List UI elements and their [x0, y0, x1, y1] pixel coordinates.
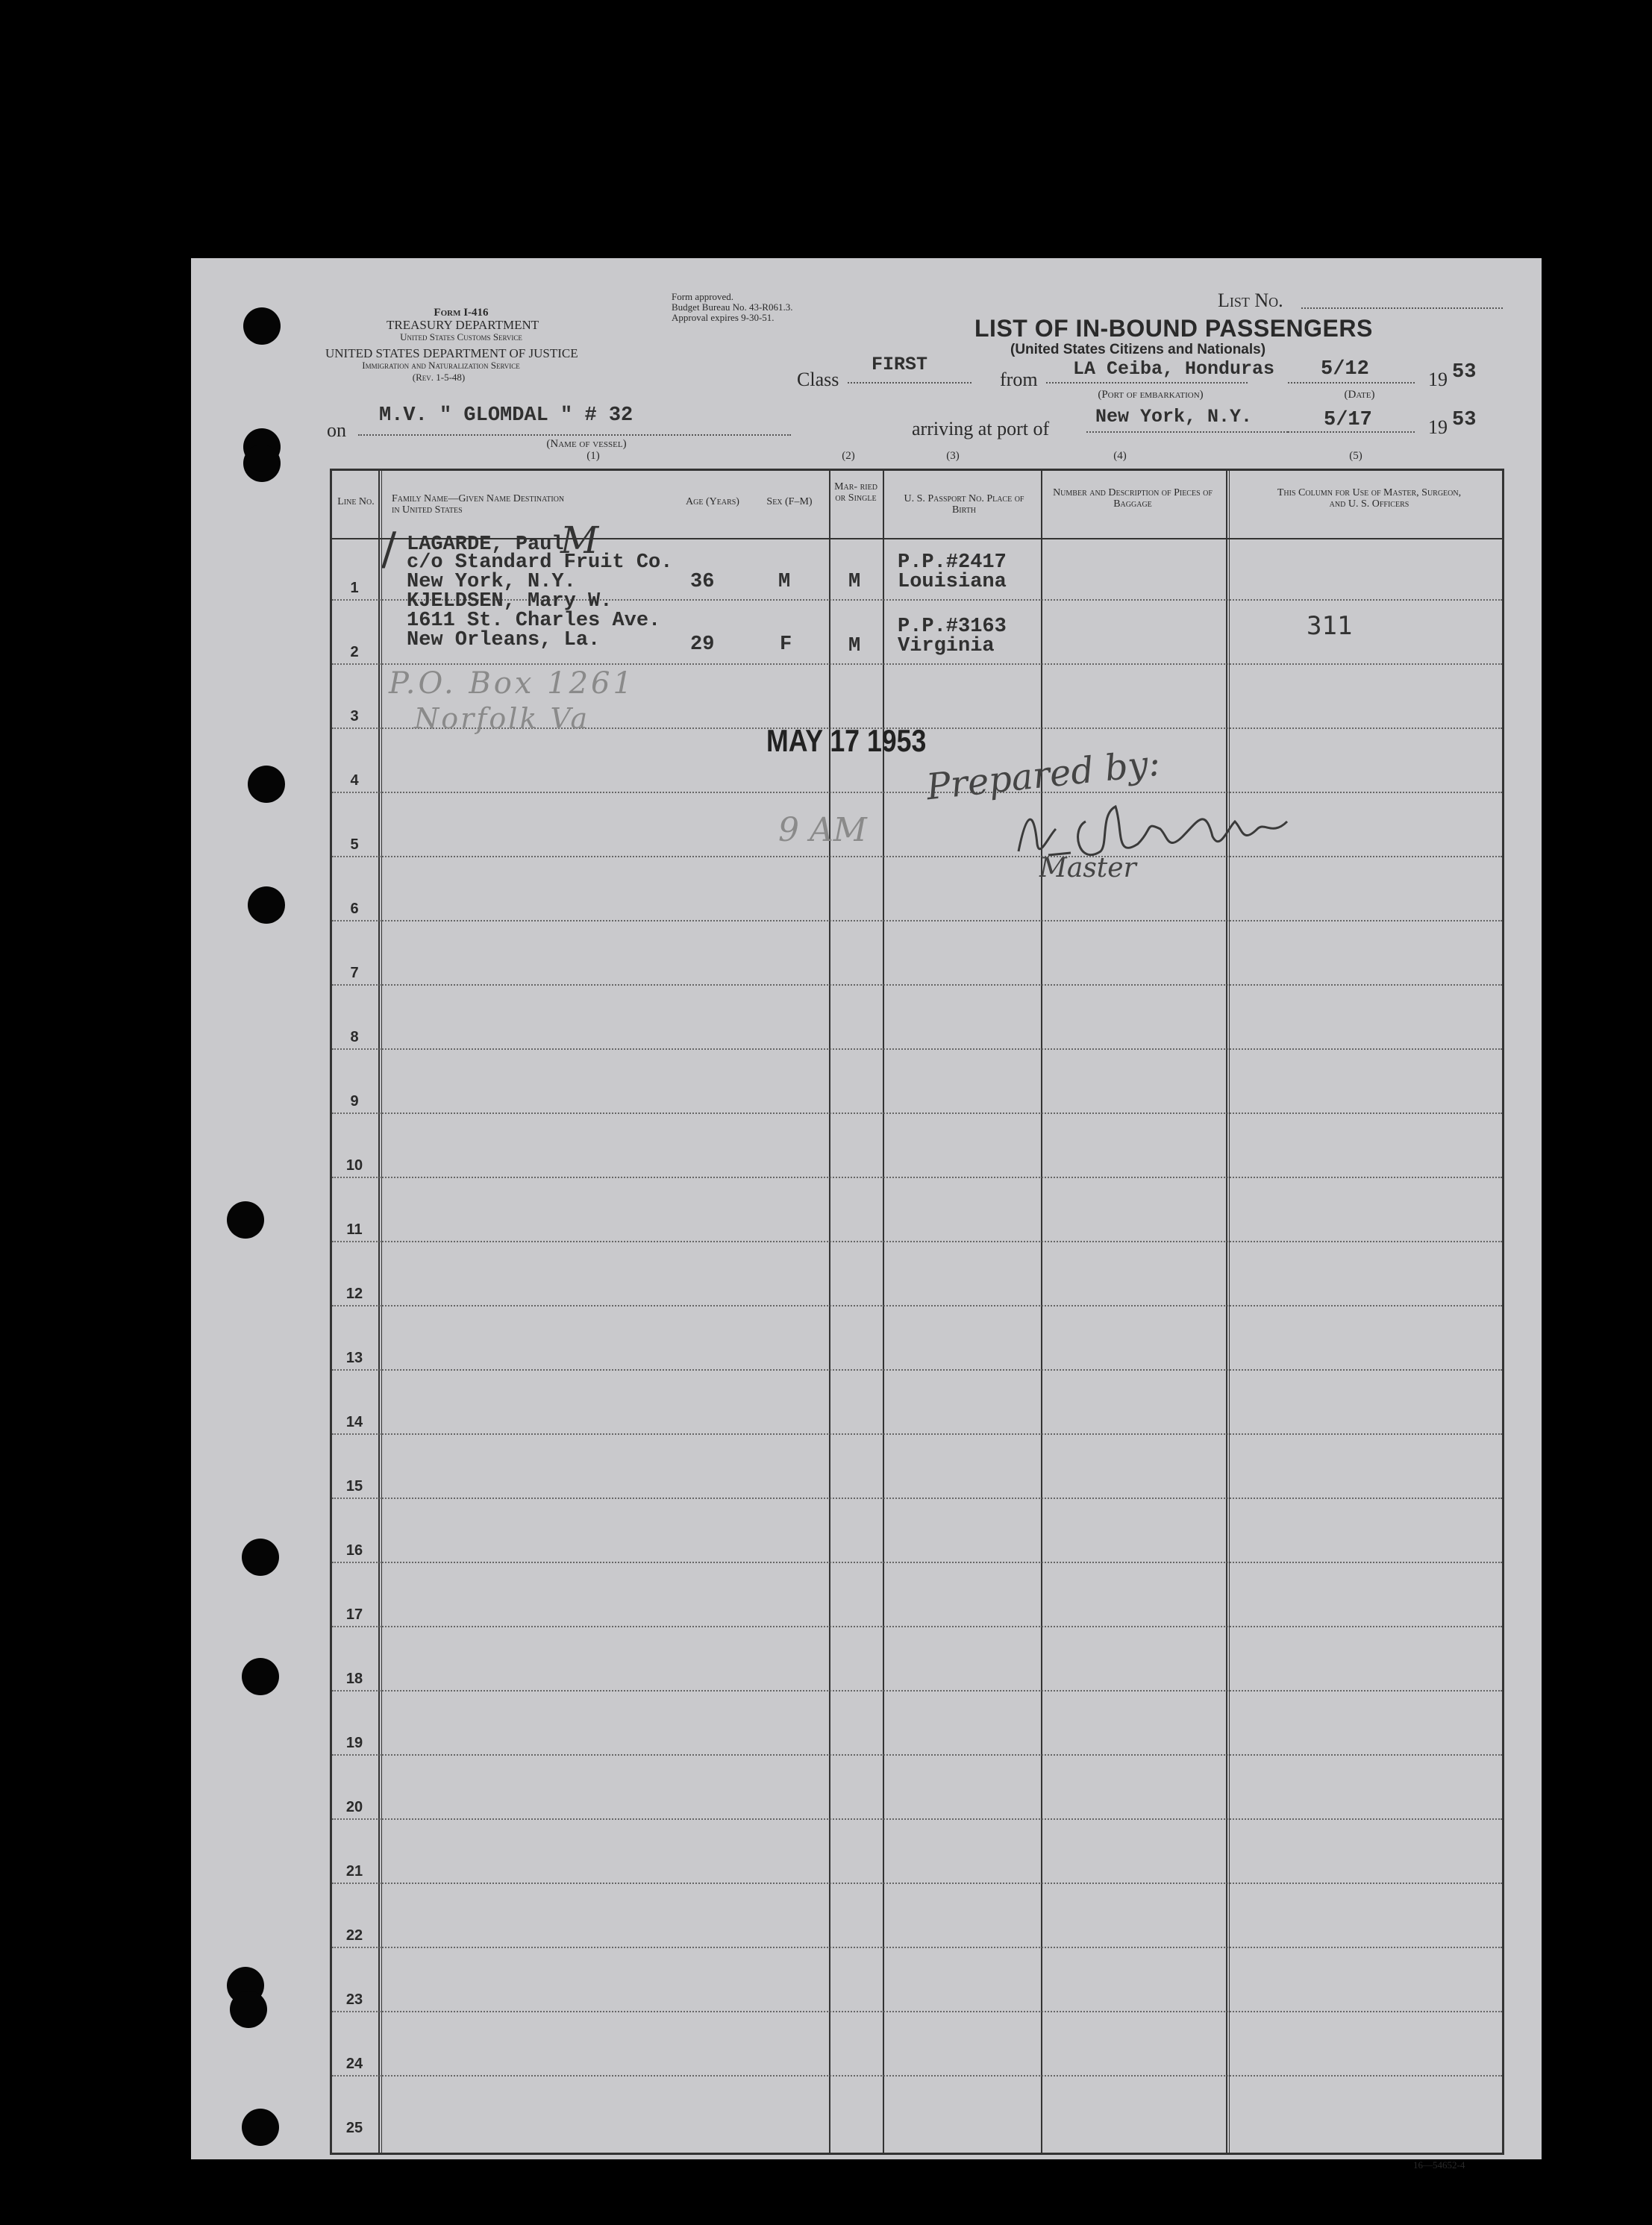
customs-service: United States Customs Service: [400, 331, 522, 342]
passenger-2-officer-note: 311: [1307, 611, 1353, 641]
class-value: FIRST: [872, 354, 928, 375]
handwritten-address-line-1: P.O. Box 1261: [389, 666, 635, 701]
departure-year-prefix: 19: [1428, 369, 1448, 390]
revision: (Rev. 1-5-48): [412, 372, 466, 383]
row-separator: [332, 1947, 1502, 1948]
header-baggage: Number and Description of Pieces of Baggage: [1053, 487, 1213, 510]
port-caption: (Port of embarkation): [1098, 389, 1204, 401]
row-separator: [332, 1498, 1502, 1499]
passenger-2-address-1: 1611 St. Charles Ave.: [407, 610, 661, 632]
departure-date: 5/12: [1321, 358, 1369, 381]
line-number: 15: [345, 1478, 363, 1495]
header-married: Mar- ried or Single: [834, 481, 877, 504]
line-number: 21: [345, 1863, 363, 1880]
arrival-date: 5/17: [1324, 409, 1372, 431]
class-label: Class: [797, 369, 839, 390]
treasury-department: TREASURY DEPARTMENT: [387, 318, 539, 332]
line-number: 7: [350, 965, 359, 981]
line-number: 22: [345, 1927, 363, 1944]
arrival-date-stamp: MAY 17 1953: [766, 723, 927, 758]
binder-hole: [248, 886, 285, 924]
vessel-name: M.V. " GLOMDAL " # 32: [379, 404, 633, 427]
prepared-by-note: Prepared by:: [924, 742, 1163, 809]
binder-hole: [243, 445, 281, 482]
passenger-1-address-1: c/o Standard Fruit Co.: [407, 551, 673, 574]
line-number: 6: [350, 901, 359, 917]
binder-hole: [242, 2109, 279, 2146]
department-of-justice: UNITED STATES DEPARTMENT OF JUSTICE: [325, 346, 578, 360]
list-number-label: List No.: [1218, 290, 1283, 311]
row-separator: [332, 1369, 1502, 1371]
header-sex: Sex (F–M): [766, 496, 813, 507]
column-number-1: (1): [586, 450, 600, 462]
date-caption: (Date): [1344, 389, 1375, 401]
form-title: LIST OF IN-BOUND PASSENGERS: [974, 315, 1373, 342]
form-approved: Form approved.: [672, 291, 734, 302]
line-number: 16: [345, 1542, 363, 1559]
row-separator: [332, 856, 1502, 857]
line-number: 24: [345, 2056, 363, 2072]
line-number: 13: [345, 1350, 363, 1366]
list-number-field: [1301, 307, 1503, 309]
line-number: 18: [345, 1671, 363, 1687]
row-separator: [332, 1562, 1502, 1563]
budget-bureau: Budget Bureau No. 43-R061.3.: [672, 301, 793, 313]
table-rows: [332, 538, 1502, 2153]
binder-hole: [243, 307, 281, 345]
passenger-2-marital: M: [848, 635, 861, 657]
row-separator: [332, 1048, 1502, 1050]
handwritten-address-line-2: Norfolk Va: [414, 702, 590, 735]
form-subtitle: (United States Citizens and Nationals): [1010, 342, 1266, 357]
line-number: 23: [345, 1991, 363, 2008]
line-number: 10: [345, 1157, 363, 1174]
row-separator: [332, 2075, 1502, 2077]
row-separator: [332, 1626, 1502, 1627]
passenger-1-name: LAGARDE, Paul: [407, 533, 564, 556]
passenger-2-name: KJELDSEN, Mary W.: [407, 590, 613, 613]
binder-hole: [230, 1991, 267, 2028]
binder-hole: [242, 1539, 279, 1576]
header-line-no: Line No.: [337, 496, 375, 507]
passenger-table: [330, 469, 1504, 2155]
passenger-1-name-initial: M: [560, 519, 599, 562]
port-of-embarkation: LA Ceiba, Honduras: [1073, 358, 1275, 380]
line-number: 20: [345, 1799, 363, 1815]
pencil-time-note: 9 AM: [778, 811, 867, 849]
line-number: 17: [345, 1606, 363, 1623]
line-number: 12: [345, 1286, 363, 1302]
on-label: on: [327, 419, 346, 441]
passenger-1-marital: M: [848, 571, 861, 593]
line-number: 19: [345, 1735, 363, 1751]
arrival-port-field: [1086, 431, 1288, 433]
line-number: 8: [350, 1029, 359, 1045]
row-separator: [332, 1112, 1502, 1114]
line-number: 2: [350, 644, 359, 660]
class-field: [848, 382, 972, 384]
column-number-3: (3): [946, 450, 960, 462]
embarkation-field: [1046, 382, 1248, 384]
row-separator: [332, 1433, 1502, 1435]
departure-year: 53: [1452, 361, 1477, 384]
row-separator: [332, 1241, 1502, 1242]
passenger-list-form: [191, 258, 1542, 2171]
line-number: 1: [350, 580, 359, 596]
arrival-year-prefix: 19: [1428, 416, 1448, 438]
row-separator: [332, 1754, 1502, 1756]
row-separator: [332, 1818, 1502, 1820]
line-number: 25: [345, 2120, 363, 2136]
arriving-label: arriving at port of: [912, 418, 1050, 439]
passenger-2-address-2: New Orleans, La.: [407, 629, 601, 651]
header-officers: This Column for Use of Master, Surgeon, and U. S. Officers: [1277, 487, 1462, 510]
row-separator: [332, 984, 1502, 986]
vessel-field: [358, 434, 791, 436]
passenger-1-address-2: New York, N.Y.: [407, 571, 576, 593]
header-passport: U. S. Passport No. Place of Birth: [904, 493, 1024, 516]
binder-hole: [227, 1201, 264, 1239]
from-label: from: [1000, 369, 1038, 390]
line-number: 9: [350, 1093, 359, 1110]
column-number-2: (2): [842, 450, 855, 462]
vessel-caption: (Name of vessel): [546, 438, 627, 450]
form-number: Form I-416: [434, 307, 489, 319]
binder-hole: [248, 766, 285, 803]
passenger-2-age: 29: [690, 633, 715, 656]
row-separator: [332, 1690, 1502, 1692]
header-age: Age (Years): [686, 496, 739, 507]
passenger-1-check-mark: /: [381, 523, 397, 575]
approval-expires: Approval expires 9-30-51.: [672, 312, 775, 323]
row-separator: [332, 1883, 1502, 1884]
line-number: 14: [345, 1414, 363, 1430]
passenger-1-birthplace: Louisiana: [898, 571, 1007, 593]
ins-service: Immigration and Naturalization Service: [362, 360, 520, 371]
passenger-2-sex: F: [780, 633, 792, 656]
passenger-2-birthplace: Virginia: [898, 635, 995, 657]
passenger-1-age: 36: [690, 571, 715, 593]
row-separator: [332, 920, 1502, 921]
arrival-year: 53: [1452, 409, 1477, 431]
binder-hole: [242, 1658, 279, 1695]
line-number: 11: [346, 1221, 363, 1238]
row-separator: [332, 792, 1502, 793]
arrival-date-field: [1288, 431, 1415, 433]
column-number-5: (5): [1349, 450, 1362, 462]
master-title: Master: [1039, 853, 1136, 883]
header-name: Family Name—Given Name Destination in United States: [392, 493, 565, 516]
row-separator: [332, 1305, 1502, 1306]
passenger-1-passport: P.P.#2417: [898, 551, 1007, 574]
line-number: 3: [350, 708, 359, 725]
departure-date-field: [1288, 382, 1415, 384]
column-number-4: (4): [1113, 450, 1127, 462]
line-number: 4: [350, 772, 359, 789]
row-separator: [332, 663, 1502, 665]
row-separator: [332, 2011, 1502, 2012]
print-code: 16—54652-4: [1413, 2159, 1465, 2171]
line-number: 5: [350, 836, 359, 853]
passenger-2-passport: P.P.#3163: [898, 616, 1007, 638]
passenger-1-sex: M: [778, 571, 791, 593]
arrival-port: New York, N.Y.: [1095, 406, 1253, 428]
row-separator: [332, 1177, 1502, 1178]
